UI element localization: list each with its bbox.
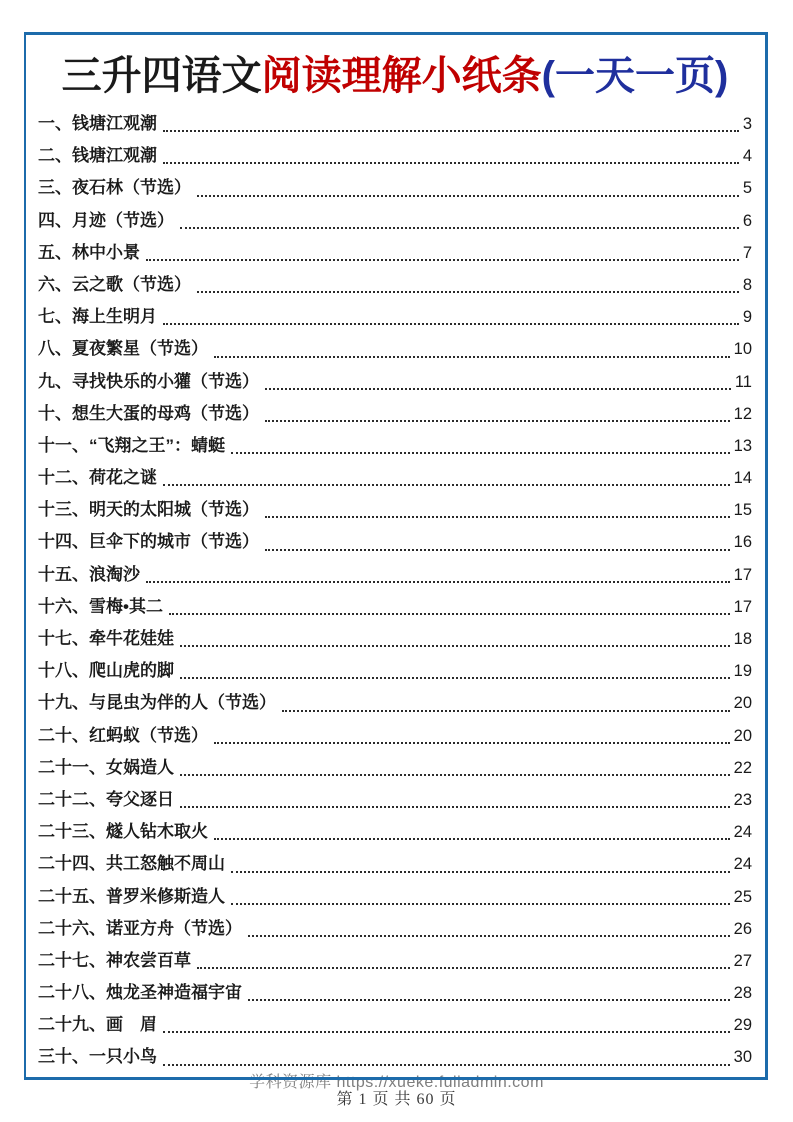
toc-entry-title: 十一、“飞翔之王”：蜻蜓 [38, 435, 225, 455]
toc-dot-leader [248, 999, 730, 1001]
toc-entry-page-number: 30 [733, 1048, 752, 1067]
toc-dot-leader [231, 903, 730, 905]
toc-entry[interactable] [38, 913, 752, 945]
toc-entry-page-number: 4 [742, 147, 752, 166]
toc-entry-title: 十三、明天的太阳城（节选） [38, 500, 259, 520]
toc-entry[interactable] [38, 881, 752, 913]
toc-entry[interactable] [38, 687, 752, 719]
toc-entry-title: 三、夜石林（节选） [38, 178, 191, 198]
toc-entry[interactable] [38, 172, 752, 204]
toc-entry-page-number: 11 [734, 372, 752, 391]
toc-dot-leader [146, 581, 730, 583]
toc-entry[interactable] [38, 430, 752, 462]
toc-entry[interactable] [38, 1041, 752, 1073]
toc-dot-leader [197, 291, 739, 293]
toc-entry-title: 七、海上生明月 [38, 307, 157, 327]
toc-entry[interactable] [38, 269, 752, 301]
toc-entry[interactable] [38, 366, 752, 398]
toc-entry[interactable] [38, 977, 752, 1009]
toc-entry[interactable] [38, 333, 752, 365]
toc-dot-leader [231, 452, 730, 454]
toc-entry-title: 十、想生大蛋的母鸡（节选） [38, 403, 259, 423]
toc-entry-page-number: 28 [733, 984, 752, 1003]
toc-entry-title: 十四、巨伞下的城市（节选） [38, 532, 259, 552]
toc-entry-title: 四、月迹（节选） [38, 210, 174, 230]
toc-dot-leader [265, 420, 730, 422]
toc-entry-title: 二十三、燧人钻木取火 [38, 822, 208, 842]
toc-dot-leader [180, 806, 730, 808]
toc-entry-page-number: 15 [733, 501, 752, 520]
toc-entry[interactable] [38, 655, 752, 687]
toc-entry-page-number: 27 [733, 951, 752, 970]
toc-entry[interactable] [38, 205, 752, 237]
toc-entry-title: 二、钱塘江观潮 [38, 146, 157, 166]
toc-entry-title: 二十二、夸父逐日 [38, 789, 174, 809]
toc-entry-page-number: 9 [742, 308, 752, 327]
toc-entry-page-number: 24 [733, 855, 752, 874]
toc-entry-page-number: 16 [733, 533, 752, 552]
toc-entry-page-number: 17 [733, 565, 752, 584]
toc-dot-leader [180, 677, 730, 679]
toc-entry[interactable] [38, 720, 752, 752]
toc-dot-leader [163, 130, 739, 132]
toc-entry-title: 二十四、共工怒触不周山 [38, 854, 225, 874]
toc-dot-leader [163, 323, 739, 325]
toc-dot-leader [146, 259, 739, 261]
toc-dot-leader [265, 549, 730, 551]
toc-entry-title: 十八、爬山虎的脚 [38, 661, 174, 681]
toc-dot-leader [163, 484, 730, 486]
page-title [38, 47, 752, 105]
toc-entry[interactable] [38, 494, 752, 526]
toc-dot-leader [248, 935, 730, 937]
toc-entry-title: 二十六、诺亚方舟（节选） [38, 918, 242, 938]
toc-dot-leader [180, 645, 730, 647]
title-part-note: (一天一页) [541, 54, 729, 98]
toc-entry-title: 一、钱塘江观潮 [38, 114, 157, 133]
table-of-contents [38, 108, 752, 1074]
toc-entry-title: 二十一、女娲造人 [38, 757, 174, 777]
toc-entry[interactable] [38, 945, 752, 977]
toc-entry-page-number: 29 [733, 1016, 752, 1035]
toc-dot-leader [265, 388, 731, 390]
toc-dot-leader [180, 774, 730, 776]
toc-entry-page-number: 26 [733, 919, 752, 938]
toc-entry-title: 二十八、烛龙圣神造福宇宙 [38, 983, 242, 1003]
toc-entry-title: 二十九、画 眉 [38, 1015, 157, 1035]
toc-dot-leader [214, 356, 730, 358]
toc-entry-title: 三十、一只小鸟 [38, 1047, 157, 1067]
toc-entry-title: 十五、浪淘沙 [38, 564, 140, 584]
toc-dot-leader [265, 516, 730, 518]
watermark-url: 学科资源库 https://xueke.fuliadmin.com [249, 1074, 544, 1091]
toc-entry-page-number: 14 [733, 469, 752, 488]
toc-entry-title: 二十、红蚂蚁（节选） [38, 725, 208, 745]
toc-entry-page-number: 12 [733, 404, 752, 423]
toc-dot-leader [214, 838, 730, 840]
toc-entry[interactable] [38, 848, 752, 880]
toc-entry[interactable] [38, 237, 752, 269]
toc-entry[interactable] [38, 301, 752, 333]
toc-entry-title: 二十五、普罗米修斯造人 [38, 886, 225, 906]
toc-entry-title: 二十七、神农尝百草 [38, 950, 191, 970]
toc-entry-title: 九、寻找快乐的小獾（节选） [38, 371, 259, 391]
toc-entry-page-number: 13 [733, 436, 752, 455]
toc-entry[interactable] [38, 623, 752, 655]
toc-dot-leader [214, 742, 730, 744]
toc-entry[interactable] [38, 591, 752, 623]
toc-dot-leader [163, 162, 739, 164]
toc-dot-leader [180, 227, 739, 229]
page-number-info: 第 1 页 共 60 页 [336, 1091, 457, 1108]
title-part-grade: 三升四语文 [61, 54, 262, 98]
toc-entry-page-number: 10 [733, 340, 752, 359]
toc-entry-page-number: 20 [733, 694, 752, 713]
toc-entry-title: 六、云之歌（节选） [38, 274, 191, 294]
toc-entry[interactable] [38, 526, 752, 558]
toc-entry-title: 十六、雪梅•其二 [38, 596, 163, 616]
toc-entry-page-number: 24 [733, 823, 752, 842]
toc-entry[interactable] [38, 462, 752, 494]
toc-entry-title: 八、夏夜繁星（节选） [38, 339, 208, 359]
toc-entry-page-number: 7 [742, 243, 752, 262]
toc-entry[interactable] [38, 559, 752, 591]
toc-entry[interactable] [38, 816, 752, 848]
toc-entry-page-number: 6 [742, 211, 752, 230]
toc-dot-leader [231, 871, 730, 873]
toc-entry-page-number: 25 [733, 887, 752, 906]
toc-entry[interactable] [38, 752, 752, 784]
toc-dot-leader [163, 1064, 730, 1066]
page-border-frame [24, 32, 768, 1080]
toc-entry-title: 五、林中小景 [38, 242, 140, 262]
toc-entry[interactable] [38, 398, 752, 430]
toc-entry-title: 十二、荷花之谜 [38, 468, 157, 488]
toc-entry-page-number: 19 [733, 662, 752, 681]
toc-entry-page-number: 3 [742, 115, 752, 133]
toc-dot-leader [163, 1031, 730, 1033]
title-part-subject: 阅读理解小纸条 [261, 54, 542, 98]
toc-entry-page-number: 8 [742, 275, 752, 294]
toc-dot-leader [197, 195, 739, 197]
toc-dot-leader [282, 710, 730, 712]
toc-entry-page-number: 23 [733, 790, 752, 809]
toc-entry-page-number: 5 [742, 179, 752, 198]
toc-entry-title: 十九、与昆虫为伴的人（节选） [38, 693, 276, 713]
toc-entry-title: 十七、牵牛花娃娃 [38, 629, 174, 648]
toc-dot-leader [169, 613, 730, 615]
toc-entry-page-number: 20 [733, 726, 752, 745]
toc-entry-page-number: 17 [733, 597, 752, 616]
toc-entry-page-number: 18 [733, 630, 752, 648]
toc-entry-page-number: 22 [733, 758, 752, 777]
toc-entry[interactable] [38, 108, 752, 140]
toc-entry[interactable] [38, 1009, 752, 1041]
toc-entry[interactable] [38, 140, 752, 172]
toc-entry[interactable] [38, 784, 752, 816]
toc-dot-leader [197, 967, 730, 969]
